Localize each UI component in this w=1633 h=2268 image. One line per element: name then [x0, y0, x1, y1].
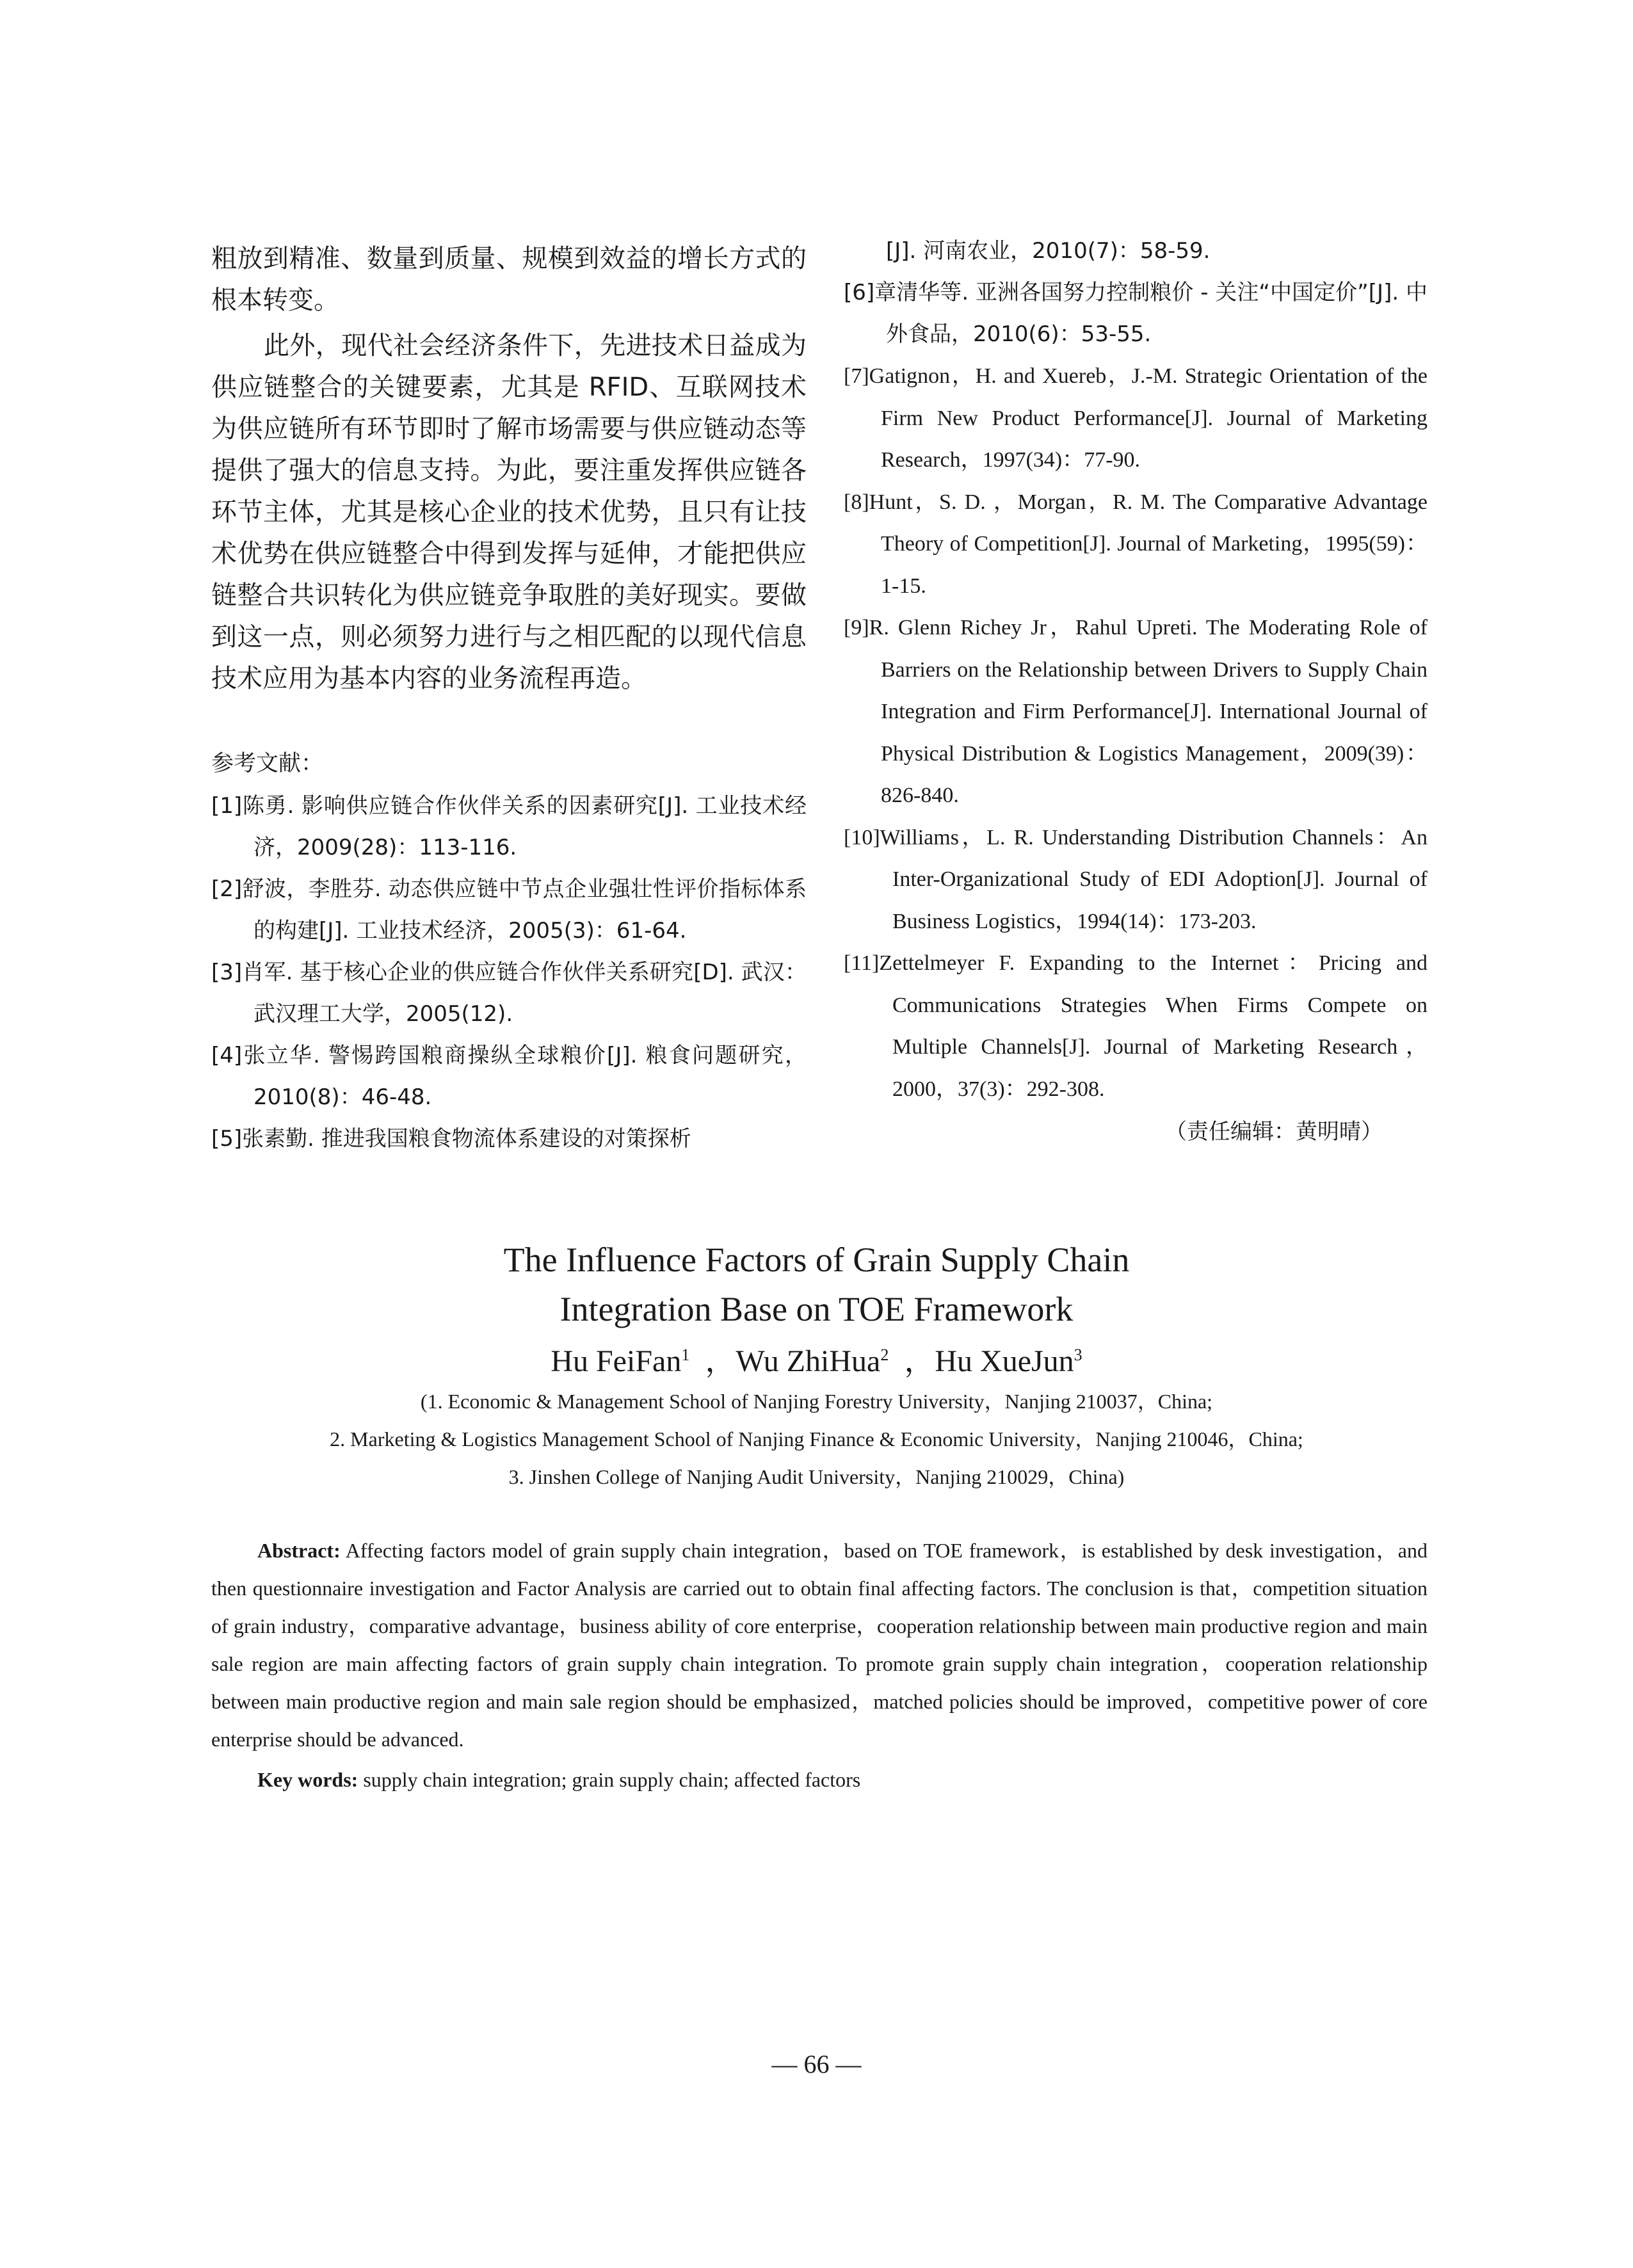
reference-5-continued: [J]. 河南农业，2010(7)：58-59.: [886, 238, 1211, 264]
reference-1: [1]陈勇. 影响供应链合作伙伴关系的因素研究[J]. 工业技术经济，2009(28)：113-116.: [211, 793, 807, 860]
affiliation-2: 2. Marketing & Logistics Management School of Nanjing Finance & Economic University，Nanjing 210046，China;: [330, 1428, 1303, 1451]
keywords-text: supply chain integration; grain supply chain; affected factors: [363, 1768, 861, 1791]
author-1: Hu FeiFan: [551, 1344, 682, 1378]
english-title: [0, 1235, 1633, 1334]
keywords-label: Key words:: [257, 1768, 358, 1791]
reference-8: [8]Hunt，S. D. ，Morgan，R. M. The Comparative Advantage Theory of Competition[J]. Journal of Marketing，1995(59)：1-15.: [844, 490, 1428, 598]
body-paragraph-1: 粗放到精准、数量到质量、规模到效益的增长方式的根本转变。: [211, 244, 807, 315]
reference-5: [5]张素勤. 推进我国粮食物流体系建设的对策探析: [211, 1126, 691, 1152]
author-2: Wu ZhiHua: [736, 1344, 881, 1378]
affiliation-3: 3. Jinshen College of Nanjing Audit University，Nanjing 210029，China): [508, 1465, 1125, 1488]
abstract-text: Affecting factors model of grain supply chain integration，based on TOE framework，is established by desk investigation，and then questionnaire investigation and Factor Analysis are carried out to obtain final affecting factors. The conclusion is that，competition situation of grain industry，comparative advantage，business ability of core enterprise，cooperation relationship between main productive region and main sale region are main affecting factors of grain supply chain integration. To promote grain supply chain integration，cooperation relationship between main productive region and main sale region should be emphasized，matched policies should be improved，competitive power of core enterprise should be advanced.: [211, 1539, 1428, 1751]
affiliation-1: (1. Economic & Management School of Nanjing Forestry University，Nanjing 210037，China;: [420, 1390, 1213, 1413]
left-column: [211, 238, 807, 1160]
reference-2: [2]舒波，李胜芬. 动态供应链中节点企业强壮性评价指标体系的构建[J]. 工业技术经济，2005(3)：61-64.: [211, 876, 807, 944]
english-title-line-2: Integration Base on TOE Framework: [559, 1290, 1074, 1328]
reference-4: [4]张立华. 警惕跨国粮商操纵全球粮价[J]. 粮食问题研究，2010(8)：46-48.: [211, 1043, 807, 1110]
author-3: Hu XueJun: [935, 1344, 1074, 1378]
reference-3: [3]肖军. 基于核心企业的供应链合作伙伴关系研究[D]. 武汉：武汉理工大学，2005(12).: [211, 960, 807, 1027]
reference-7: [7]Gatignon，H. and Xuereb，J.-M. Strategic Orientation of the Firm New Product Performance[J]. Journal of Marketing Research，1997(34)：77-90.: [844, 364, 1428, 472]
right-column: [844, 238, 1428, 1151]
reference-11: [11]Zettelmeyer F. Expanding to the Internet：Pricing and Communications Strategies When Firms Compete on Multiple Channels[J]. Journal of Marketing Research，2000，37(3)：292-308.: [844, 951, 1428, 1101]
author-list: Hu FeiFan$^1$ ，Wu ZhiHua$^2$ ，Hu XueJun$^3$: [551, 1344, 1082, 1378]
reference-6: [6]章清华等. 亚洲各国努力控制粮价 - 关注“中国定价”[J]. 中外食品，2010(6)：53-55.: [844, 280, 1428, 347]
keywords: [211, 1761, 1428, 1799]
abstract: [211, 1532, 1428, 1758]
english-title-line-1: The Influence Factors of Grain Supply Chain: [503, 1241, 1130, 1279]
reference-10: [10]Williams，L. R. Understanding Distribution Channels：An Inter-Organizational Study of EDI Adoption[J]. Journal of Business Logistics，1994(14)：173-203.: [844, 825, 1428, 933]
author-1-affiliation-mark: 1: [681, 1346, 690, 1364]
page-number: — 66 —: [771, 2050, 862, 2079]
author-3-affiliation-mark: 3: [1074, 1346, 1082, 1364]
abstract-label: Abstract:: [257, 1539, 341, 1562]
body-paragraph-2: 此外，现代社会经济条件下，先进技术日益成为供应链整合的关键要素，尤其是 RFID、互联网技术为供应链所有环节即时了解市场需要与供应链动态等提供了强大的信息支持。为此，要注重发挥供应链各环节主体，尤其是核心企业的技术优势，且只有让技术优势在供应链整合中得到发挥与延伸，才能把供应链整合共识转化为供应链竞争取胜的美好现实。要做到这一点，则必须努力进行与之相匹配的以现代信息技术应用为基本内容的业务流程再造。: [211, 331, 807, 693]
author-2-affiliation-mark: 2: [880, 1346, 889, 1364]
references-heading: 参考文献：: [211, 751, 324, 776]
editor-credit: （责任编辑：黄明晴）: [1165, 1119, 1383, 1145]
reference-9: [9]R. Glenn Richey Jr，Rahul Upreti. The Moderating Role of Barriers on the Relationship between Drivers to Supply Chain Integration and Firm Performance[J]. International Journal of Physical Distribution & Logistics Management，2009(39)：826-840.: [844, 616, 1428, 807]
